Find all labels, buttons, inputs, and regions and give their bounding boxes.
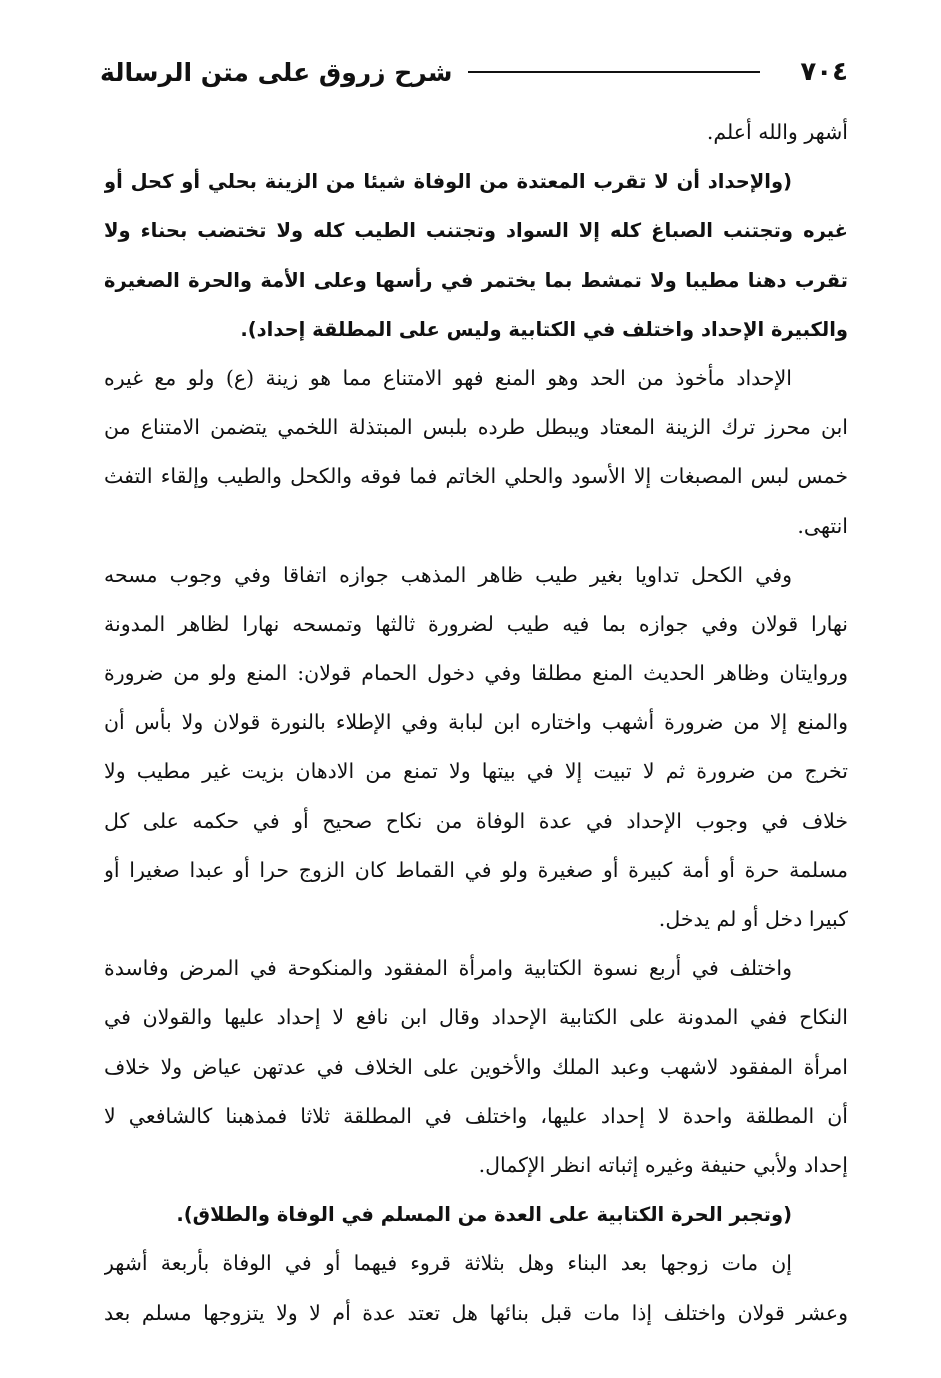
text-line: كبيرا دخل أو لم يدخل. [658, 907, 848, 931]
text-line: والكبيرة الإحداد واختلف في الكتابية وليس على المطلقة إحداد). [240, 317, 848, 341]
text-line: خلاف في وجوب الإحداد في عدة الوفاة من نكاح صحيح أو في حكمه على كل [104, 808, 848, 833]
text-line: (وتجبر الحرة الكتابية على العدة من المسلم في الوفاة والطلاق). [176, 1203, 792, 1227]
text-line: وفي الكحل تداويا بغير طيب ظاهر المذهب جوازه اتفاقا وفي وجوب مسحه [104, 562, 792, 587]
text-line: ابن محرز ترك الزينة المعتاد ويبطل طرده بلبس المبتذلة اللخمي يتضمن الامتناع من [104, 415, 848, 440]
text-line: وروايتان وظاهر الحديث المنع مطلقا وفي دخول الحمام قولان: المنع ولو من ضرورة [104, 661, 848, 686]
page-number: ٧٠٤ [800, 57, 848, 87]
text-line: غيره وتجتنب الصباغ كله إلا السواد وتجتنب الطيب كله ولا تختضب بحناء ولا [104, 219, 848, 243]
text-line: امرأة المفقود لاشهب وعبد الملك والأخوين على الخلاف في عدتهن عياض ولا خلاف [104, 1054, 848, 1079]
text-line: وعشر قولان واختلف إذا مات قبل بنائها هل تعتد عدة أم لا ولا يتزوجها مسلم بعد [104, 1300, 848, 1325]
text-line: خمس لبس المصبغات إلا الأسود والحلي الخاتم فما فوقه والكحل والطيب وإلقاء التفث [104, 464, 848, 489]
text-line: (والإحداد أن لا تقرب المعتدة من الوفاة شيئا من الزينة بحلي أو كحل أو [104, 170, 792, 194]
text-line: أن المطلقة واحدة لا إحداد عليها، واختلف في المطلقة ثلاثا فمذهبنا كالشافعي لا [104, 1103, 848, 1128]
page-header [100, 52, 848, 92]
text-line: أشهر والله أعلم. [706, 120, 848, 144]
text-line: إن مات زوجها بعد البناء وهل بثلاثة قروء فيهما أو في الوفاة بأربعة أشهر [104, 1251, 792, 1276]
text-line: واختلف في أربع نسوة الكتابية وامرأة المفقود والمنكوحة في المرض وفاسدة [104, 956, 792, 981]
text-line: نهارا قولان وفي جوازه بما فيه طيب لضرورة ثالثها وتمسحه نهارا لظاهر المدونة [104, 611, 848, 636]
header-rule [468, 71, 760, 73]
text-line: تخرج من ضرورة ثم لا تبيت إلا في بيتها ولا تمنع من الادهان بزيت غير مطيب ولا [104, 759, 848, 784]
text-line: انتهى. [797, 513, 848, 538]
text-line: مسلمة حرة أو أمة كبيرة أو صغيرة ولو في القماط كان الزوج حرا أو عبدا صغيرا أو [104, 857, 848, 882]
text-line: تقرب دهنا مطيبا ولا تمشط بما يختمر في رأسها وعلى الأمة والحرة الصغيرة [104, 268, 848, 292]
text-line: والمنع إلا من ضرورة أشهب واختاره ابن لبابة وفي الإطلاء بالنورة قولان ولا بأس أن [104, 710, 848, 735]
running-title: شرح زروق على متن الرسالة [100, 57, 453, 87]
text-line: النكاح ففي المدونة على الكتابية الإحداد وقال ابن نافع لا إحداد عليها والقولان في [104, 1005, 848, 1030]
text-line: الإحداد مأخوذ من الحد وهو المنع فهو الامتناع مما هو زينة (ع) ولو مع غيره [104, 365, 792, 390]
body-text [104, 108, 848, 1338]
text-line: إحداد ولأبي حنيفة وغيره إثباته انظر الإكمال. [478, 1152, 848, 1177]
